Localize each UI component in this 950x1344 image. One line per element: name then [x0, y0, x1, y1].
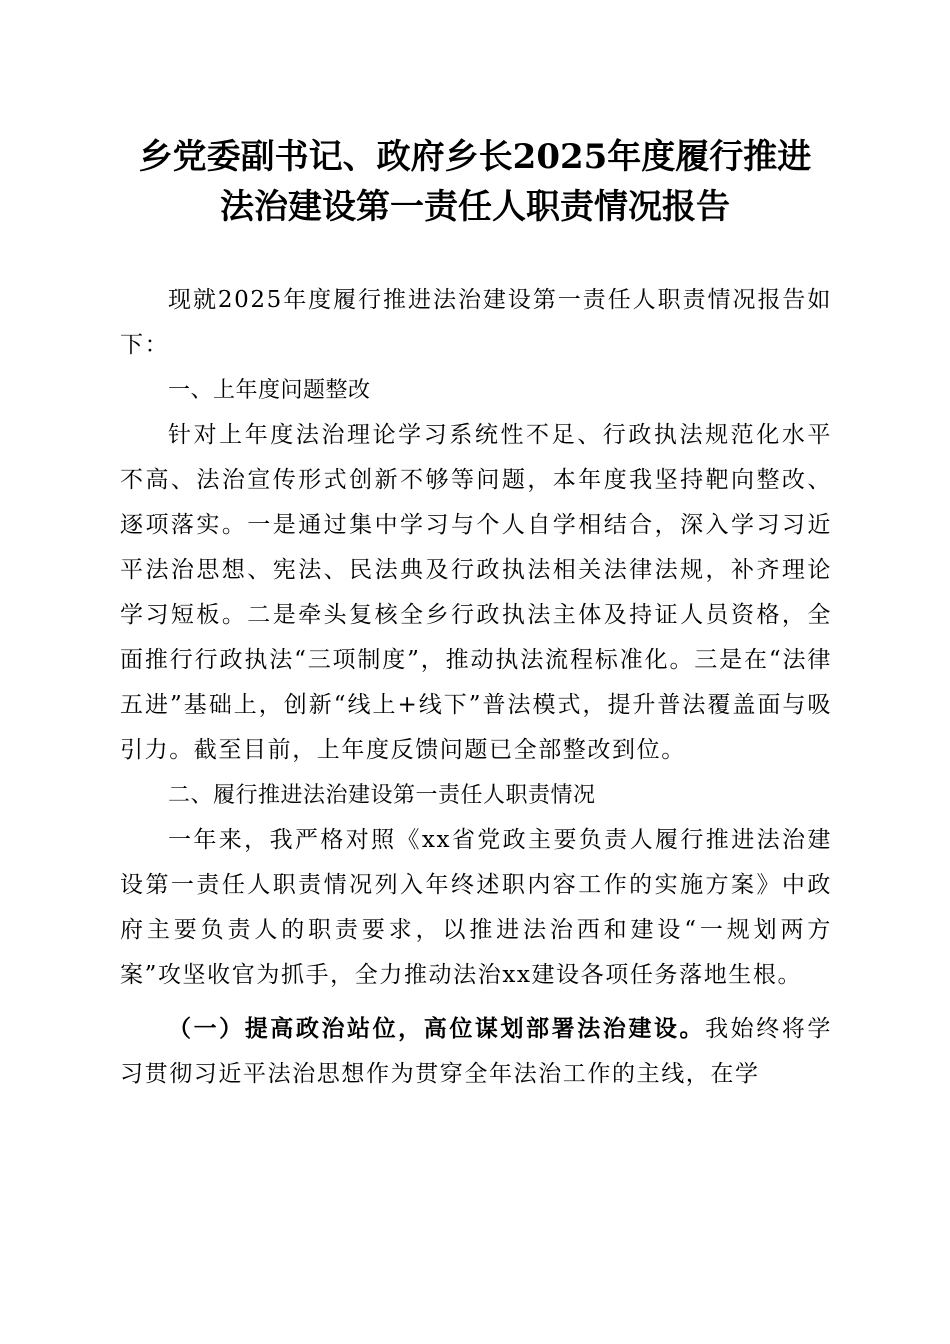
subsection-1-paragraph	[120, 1006, 832, 1097]
section-2-heading: 二、履行推进法治建设第一责任人职责情况	[168, 783, 596, 808]
document-body	[120, 278, 832, 1097]
section-2-paragraph: 一年来，我严格对照《xx省党政主要负责人履行推进法治建设第一责任人职责情况列入年终述职内容工作的实施方案》中政府主要负责人的职责要求，以推进法治西和建设“一规划两方案”攻坚收官为抓手，全力推动法治xx建设各项任务落地生根。	[120, 827, 832, 988]
title-line-2: 法治建设第一责任人职责情况报告	[220, 187, 730, 227]
subsection-1-text: 我始终将学习贯彻习近平法治思想作为贯穿全年法治工作的主线，在学	[120, 1016, 832, 1087]
section-1-heading: 一、上年度问题整改	[168, 378, 371, 403]
subsection-1-lead: （一）提高政治站位，高位谋划部署法治建设。	[168, 1015, 706, 1042]
document-title	[100, 132, 850, 232]
section-1-paragraph: 针对上年度法治理论学习系统性不足、行政执法规范化水平不高、法治宣传形式创新不够等问题，本年度我坚持靶向整改、逐项落实。一是通过集中学习与个人自学相结合，深入学习习近平法治思想、宪法、民法典及行政执法相关法律法规，补齐理论学习短板。二是牵头复核全乡行政执法主体及持证人员资格，全面推行行政执法“三项制度”，推动执法流程标准化。三是在“法律五进”基础上，创新“线上+线下”普法模式，提升普法覆盖面与吸引力。截至目前，上年度反馈问题已全部整改到位。	[120, 422, 832, 763]
spacer	[120, 998, 832, 1006]
title-line-1: 乡党委副书记、政府乡长2025年度履行推进	[138, 137, 812, 177]
intro-paragraph: 现就2025年度履行推进法治建设第一责任人职责情况报告如下：	[120, 287, 832, 358]
